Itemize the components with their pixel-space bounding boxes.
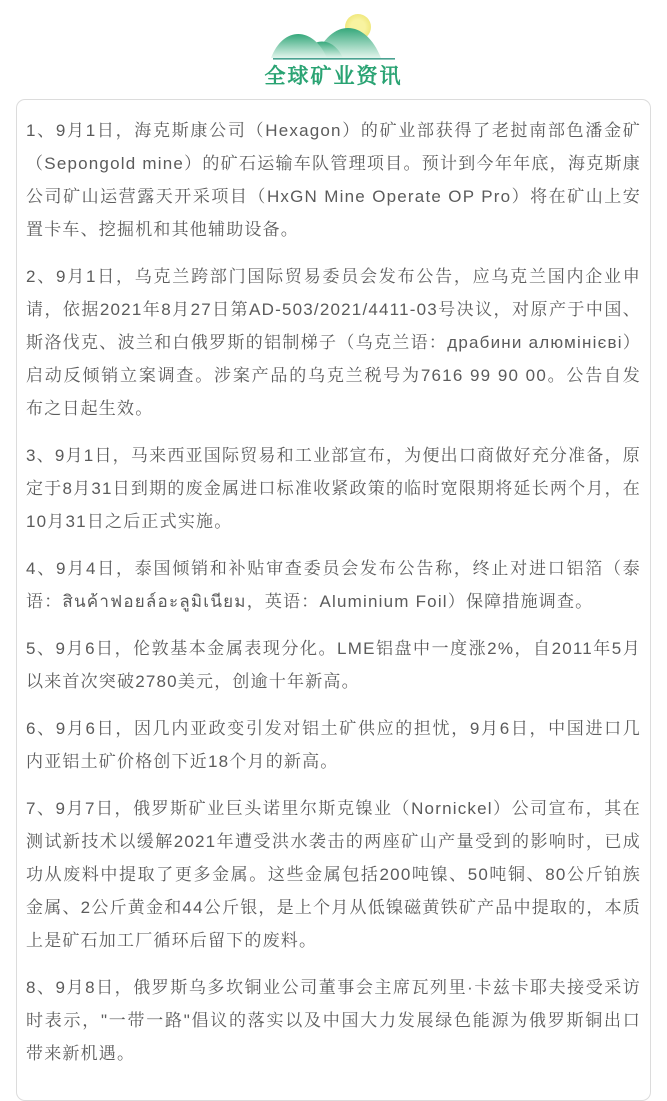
news-paragraph-7: 7、9月7日，俄罗斯矿业巨头诺里尔斯克镍业（Nornickel）公司宣布，其在测试新技术以缓解2021年遭受洪水袭击的两座矿山产量受到的影响时，已成功从废料中提取了更多金属。这些金属包括200吨镍、50吨铜、80公斤铂族金属、2公斤黄金和44公斤银，是上个月从低镍磁黄铁矿产品中提取的，本质上是矿石加工厂循环后留下的废料。 <box>26 799 641 950</box>
mountains-sun-logo <box>269 10 399 62</box>
news-card <box>16 99 651 1101</box>
news-paragraph-6: 6、9月6日，因几内亚政变引发对铝土矿供应的担忧，9月6日，中国进口几内亚铝土矿价格创下近18个月的新高。 <box>26 719 641 771</box>
news-paragraph-1: 1、9月1日，海克斯康公司（Hexagon）的矿业部获得了老挝南部色潘金矿（Sepongold mine）的矿石运输车队管理项目。预计到今年年底，海克斯康公司矿山运营露天开采项目（HxGN Mine Operate OP Pro）将在矿山上安置卡车、挖掘机和其他辅助设备。 <box>26 121 641 239</box>
news-paragraph-4: 4、9月4日，泰国倾销和补贴审查委员会发布公告称，终止对进口铝箔（泰语：สินค้าฟอยล์อะลูมิเนียม，英语：Aluminium Foil）保障措施调查。 <box>26 559 641 611</box>
logo-header <box>0 0 667 90</box>
news-paragraph-8: 8、9月8日，俄罗斯乌多坎铜业公司董事会主席瓦列里·卡兹卡耶夫接受采访时表示，"一带一路"倡议的落实以及中国大力发展绿色能源为俄罗斯铜出口带来新机遇。 <box>26 978 641 1063</box>
logo-title: 全球矿业资讯 <box>264 65 403 88</box>
mountain-left-icon <box>271 34 327 58</box>
news-paragraph-3: 3、9月1日，马来西亚国际贸易和工业部宣布，为便出口商做好充分准备，原定于8月31日到期的废金属进口标准收紧政策的临时宽限期将延长两个月，在10月31日之后正式实施。 <box>26 446 641 531</box>
news-paragraph-5: 5、9月6日，伦敦基本金属表现分化。LME铝盘中一度涨2%，自2011年5月以来首次突破2780美元，创逾十年新高。 <box>26 639 641 691</box>
news-paragraph-2: 2、9月1日，乌克兰跨部门国际贸易委员会发布公告，应乌克兰国内企业申请，依据2021年8月27日第AD-503/2021/4411-03号决议，对原产于中国、斯洛伐克、波兰和白俄罗斯的铝制梯子（乌克兰语：драбини алюмінієві）启动反倾销立案调查。涉案产品的乌克兰税号为7616 99 90 00。公告自发布之日起生效。 <box>26 267 641 418</box>
